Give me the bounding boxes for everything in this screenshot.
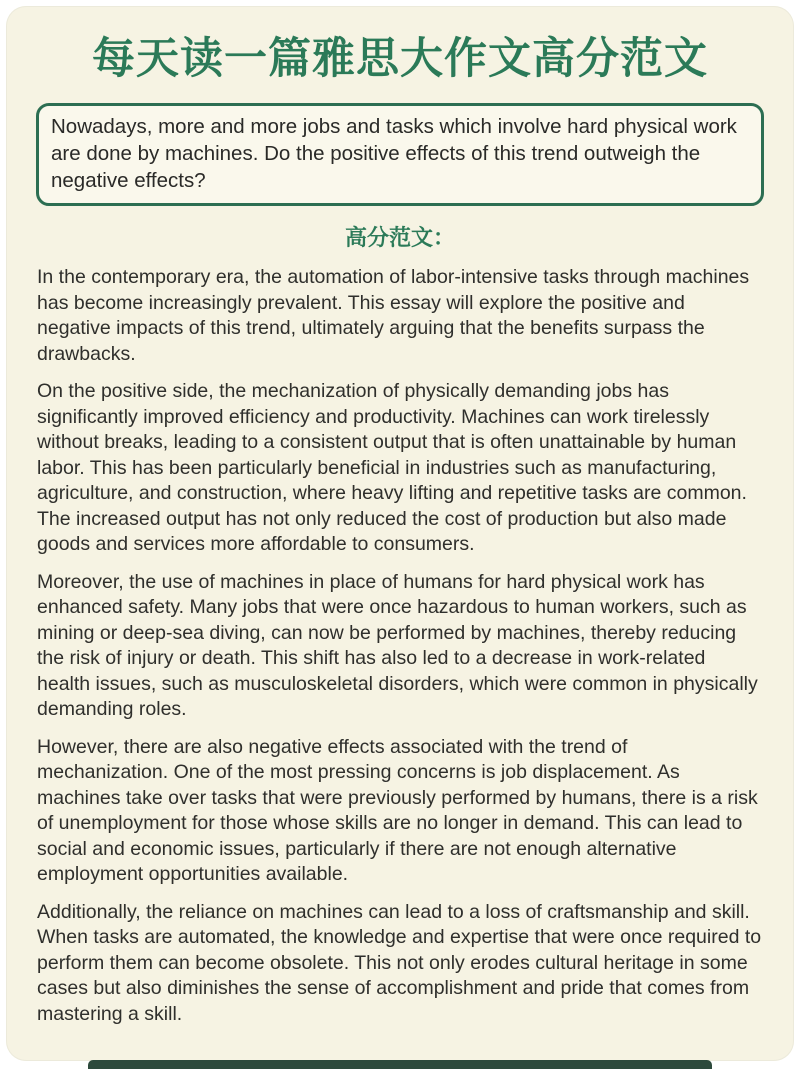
page-title: 每天读一篇雅思大作文高分范文 xyxy=(92,35,708,83)
essay-prompt-text: Nowadays, more and more jobs and tasks which involve hard physical work are done by machines. Do the positive effects of this trend outweigh the negative effects? xyxy=(51,115,737,193)
essay-paragraph-4: However, there are also negative effects associated with the trend of mechanization. One of the most pressing concerns is job displacement. As machines take over tasks that were previously performed by humans, there is a risk of unemployment for those whose skills are no longer in demand. This can lead to social and economic issues, particularly if there are not enough alternative employment opportunities available. xyxy=(37,735,758,886)
essay-paragraph-3: Moreover, the use of machines in place of humans for hard physical work has enhanced safety. Many jobs that were once hazardous to human workers, such as mining or deep-sea diving, can now be performed by machines, thereby reducing the risk of injury or death. This shift has also led to a decrease in work-related health issues, such as musculoskeletal disorders, which were common in physically demanding roles. xyxy=(37,570,758,721)
article-card xyxy=(6,6,794,1061)
section-heading: 高分范文： xyxy=(344,225,455,251)
essay-paragraph-5: Additionally, the reliance on machines can lead to a loss of craftsmanship and skill. When tasks are automated, the knowledge and expertise that were once required to perform them can become obsolete. This not only erodes cultural heritage in some cases but also diminishes the sense of accomplishment and pride that comes from mastering a skill. xyxy=(37,900,762,1025)
essay-paragraph-2: On the positive side, the mechanization of physically demanding jobs has significantly improved efficiency and productivity. Machines can work tirelessly without breaks, leading to a consistent output that is often unattainable by human labor. This has been particularly beneficial in industries such as manufacturing, agriculture, and construction, where heavy lifting and repetitive tasks are common. The increased output has not only reduced the cost of production but also made goods and services more affordable to consumers. xyxy=(37,380,747,556)
essay-body xyxy=(37,265,763,1027)
essay-prompt-box xyxy=(36,103,764,206)
bottom-divider-bar xyxy=(88,1060,712,1069)
essay-paragraph-1: In the contemporary era, the automation of labor-intensive tasks through machines has become increasingly prevalent. This essay will explore the positive and negative impacts of this trend, ultimately arguing that the benefits surpass the drawbacks. xyxy=(37,266,750,365)
